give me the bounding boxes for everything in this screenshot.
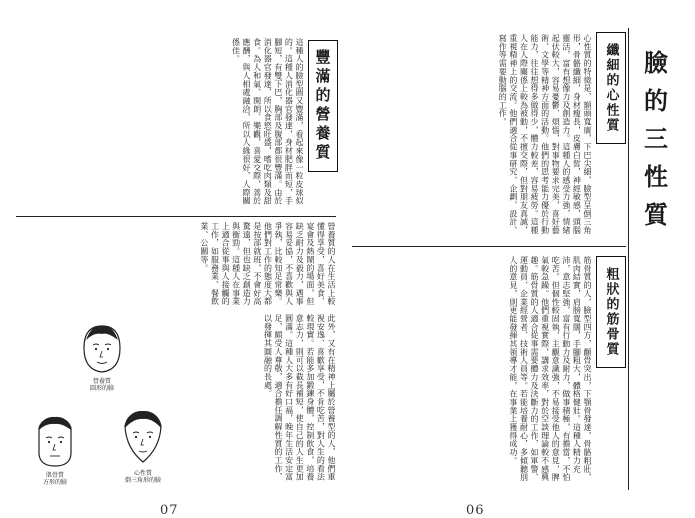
face-triangle-illustration [120, 408, 166, 466]
section-divider-right [352, 246, 626, 247]
face-round-caption: 營養質 圓形的臉 [89, 378, 114, 392]
face-square-illustration [32, 414, 78, 470]
triangle-face-icon [120, 408, 166, 466]
muscle-text: 筋骨質的人，臉型四方，顴骨突出，下顎骨發達，骨骼粗壯，肌肉結實，肩膀寬闊，手腳粗大，體格健壯。這種人精力充沛，意志堅強，富有行動力及耐力，做事積極，有擔當，不怕吃苦。但個性較固執，主觀意識強，不易接受他人的意見，脾氣較急躁。他們重視實際，講求效率，對於空談理論較不感興趣。筋骨質的人適合從事需要體力及決斷力的工作，如軍警、運動員、企業經營者、技術人員等。若能培養耐心，多傾聽別人的意見，則更能發揮其領導才能，在事業上獲得成功。 [508, 256, 592, 482]
section-divider [16, 216, 336, 217]
section-heading-muscle: 粗狀的筋骨質 [596, 256, 626, 368]
round-face-icon [78, 320, 126, 376]
right-page [346, 10, 680, 518]
body-text: 營養質的人在生活上較懂得享受，喜好美食、宴會及熱鬧的場面，但缺乏耐力及毅力，遇事容易妥協，不喜歡與人爭執，比較知足常樂。他們對工作的態度大都是按部就班，不會好高騖遠，但也缺乏創造力與衝勁。這種人在事業上適合從事與人接觸的工作，如服務業、餐飲業、公關等。 [199, 222, 336, 306]
face-triangle-caption: 心性質 倒三角形的臉 [124, 470, 161, 484]
square-face-icon [32, 414, 78, 470]
page-number-left: 07 [160, 503, 179, 518]
mental-text: 心性質的特徵是，額頭寬廣，下巴尖細，臉型呈倒三角形，骨骼纖細，身材瘦長，皮膚白皙，神經敏感，頭腦靈活，富有想像力及創造力。這種人的感受力強，情緒起伏較大，容易憂鬱、煩惱，對事物要求完美，喜好藝術、文學等精神方面的活動。他們的思考能力優於行動能力，往往想得多做得少，體力較差，容易疲勞。這種人在人際關係上較為被動，不擅交際，但對朋友真誠，重視精神上的交流。他們適合從事研究、企劃、設計、寫作等需要動腦的工作。 [498, 34, 592, 235]
page-number-right: 06 [466, 503, 485, 518]
title-rule-left [628, 28, 629, 490]
face-round-illustration [78, 320, 126, 376]
section-heading-mental: 纖細的心性質 [596, 32, 626, 144]
left-page [12, 10, 340, 518]
continued-text: 此外，又有在精神上屬於營養型的人，他們重視安逸、喜歡享受，不肯吃苦，對人生的看法較現實。若能多加鍛鍊身體，控制飲食，培養意志力，則可以截長補短，使自己的人生更加圓滿。這種人大多有好口福，晚年生活安定富足，頗受人尊敬，適合擔任調解性質的工作，以發揮其圓融的長處。 [263, 314, 336, 481]
section-heading-nutrition: 豐滿的營養質 [308, 40, 338, 172]
face-square-caption: 肌骨質 方形的臉 [42, 472, 67, 486]
intro-text: 這種人的臉型圓又豐滿，看起來像一粒皮球似的。這種人消化器官發達，身材肥胖而短，手腳短，有雙下巴，胸部及腹部都很豐滿。由於消化器官發達，所以食慾旺盛，嗜吃肉類及甜食。為人和氣、開朗、樂觀，喜愛交際，善於應酬，與人相處融洽，所以人緣很好，人際關係佳。 [231, 38, 304, 205]
chapter-title: 臉的三性質 [632, 34, 676, 256]
